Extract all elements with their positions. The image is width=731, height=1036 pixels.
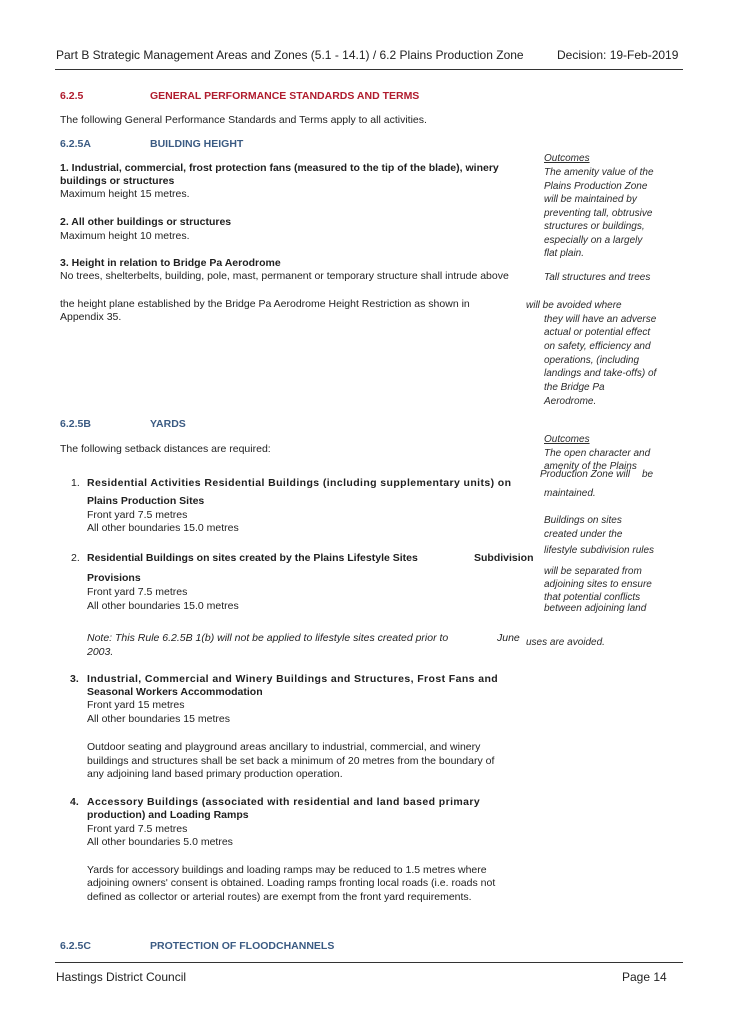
outcome-line: The open character and	[544, 448, 651, 459]
yard-item-title: Plains Production Sites	[87, 495, 205, 507]
yard-value: All other boundaries 15 metres	[87, 713, 230, 725]
header-title: Part B Strategic Management Areas and Zones (5.1 - 14.1) / 6.2 Plains Production Zone	[56, 48, 524, 62]
header-decision: Decision: 19-Feb-2019	[557, 48, 679, 62]
outcome-line: flat plain.	[544, 248, 585, 259]
paragraph-line: adjoining owners' consent is obtained. Loading ramps fronting local roads (i.e. roads not	[87, 877, 496, 889]
subsection-number: 6.2.5B	[60, 418, 91, 430]
list-number: 1.	[71, 477, 80, 489]
note-text: 2003.	[87, 646, 114, 658]
outcome-line: structures or buildings,	[544, 221, 645, 232]
yard-value: All other boundaries 5.0 metres	[87, 836, 233, 848]
rule-heading: 3. Height in relation to Bridge Pa Aerodrome	[60, 257, 281, 269]
outcome-line: actual or potential effect	[544, 327, 651, 338]
rule-heading: buildings or structures	[60, 175, 175, 187]
list-number: 4.	[70, 796, 79, 808]
rule-text: the height plane established by the Bridge Pa Aerodrome Height Restriction as shown in	[60, 298, 470, 310]
subsection-title: YARDS	[150, 418, 186, 430]
yard-value: Front yard 15 metres	[87, 699, 185, 711]
section-intro: The following General Performance Standards and Terms apply to all activities.	[60, 114, 427, 126]
yard-value: Front yard 7.5 metres	[87, 509, 188, 521]
outcome-line: between adjoining land	[544, 603, 647, 614]
yard-value: Front yard 7.5 metres	[87, 823, 188, 835]
outcome-line: created under the	[544, 529, 623, 540]
paragraph-line: Yards for accessory buildings and loading ramps may be reduced to 1.5 metres where	[87, 864, 487, 876]
outcome-line: that potential conflicts	[544, 592, 641, 603]
yard-item-title: Subdivision	[474, 552, 534, 564]
outcome-line: be	[642, 469, 654, 480]
rule-value: Maximum height 15 metres.	[60, 188, 190, 200]
list-number: 2.	[71, 552, 80, 564]
subsection-title: PROTECTION OF FLOODCHANNELS	[150, 940, 335, 952]
rule-heading: 2. All other buildings or structures	[60, 216, 232, 228]
outcomes-heading: Outcomes	[544, 153, 590, 164]
footer-org: Hastings District Council	[56, 970, 187, 984]
outcome-line: Buildings on sites	[544, 515, 622, 526]
outcome-line: Tall structures and trees	[544, 272, 651, 283]
outcome-line: Production Zone will	[540, 469, 631, 480]
yard-item-title: Residential Activities Residential Buildings (including supplementary units) on	[87, 477, 512, 489]
yard-value: All other boundaries 15.0 metres	[87, 522, 239, 534]
outcome-line: will be separated from	[544, 566, 642, 577]
outcome-line: The amenity value of the	[544, 167, 654, 178]
outcome-line: landings and take-offs) of	[544, 368, 657, 379]
note-text: Note: This Rule 6.2.5B 1(b) will not be applied to lifestyle sites created prior to	[87, 632, 449, 644]
outcome-line: will be maintained by	[544, 194, 637, 205]
yard-item-title: production) and Loading Ramps	[87, 809, 249, 821]
paragraph-line: buildings and structures shall be set back a minimum of 20 metres from the boundary of	[87, 755, 495, 767]
outcomes-heading: Outcomes	[544, 434, 590, 445]
list-number: 3.	[70, 673, 79, 685]
paragraph-line: any adjoining land based primary production operation.	[87, 768, 343, 780]
rule-text: No trees, shelterbelts, building, pole, mast, permanent or temporary structure shall intrude above	[60, 270, 509, 282]
subsection-title: BUILDING HEIGHT	[150, 138, 244, 150]
paragraph-line: defined as collector or arterial routes) are exempt from the front yard requirements.	[87, 891, 472, 903]
footer-page: Page 14	[622, 970, 667, 984]
yard-item-title: Provisions	[87, 572, 141, 584]
note-text: June	[497, 632, 520, 644]
yard-item-title: Industrial, Commercial and Winery Buildings and Structures, Frost Fans and	[87, 673, 499, 685]
header-rule	[55, 69, 683, 70]
yard-item-title: Accessory Buildings (associated with residential and land based primary	[87, 796, 481, 808]
yard-value: All other boundaries 15.0 metres	[87, 600, 239, 612]
yard-value: Front yard 7.5 metres	[87, 586, 188, 598]
subsection-number: 6.2.5C	[60, 940, 91, 952]
rule-text: Appendix 35.	[60, 311, 122, 323]
outcome-line: uses are avoided.	[526, 637, 605, 648]
outcome-line: lifestyle subdivision rules	[544, 545, 655, 556]
outcome-line: adjoining sites to ensure	[544, 579, 652, 590]
outcome-line: Aerodrome.	[544, 396, 597, 407]
outcome-line: maintained.	[544, 488, 596, 499]
section-intro: The following setback distances are required:	[60, 443, 271, 455]
outcome-line: will be avoided where	[526, 300, 622, 311]
rule-value: Maximum height 10 metres.	[60, 230, 190, 242]
yard-item-title: Residential Buildings on sites created by the Plains Lifestyle Sites	[87, 552, 418, 564]
yard-item-title: Seasonal Workers Accommodation	[87, 686, 263, 698]
footer-rule	[55, 962, 683, 963]
section-number: 6.2.5	[60, 90, 84, 102]
outcome-line: amenity of the Plains	[544, 461, 637, 472]
outcome-line: they will have an adverse	[544, 314, 657, 325]
subsection-number: 6.2.5A	[60, 138, 91, 150]
outcome-line: especially on a largely	[544, 235, 643, 246]
section-title: GENERAL PERFORMANCE STANDARDS AND TERMS	[150, 90, 420, 102]
outcome-line: on safety, efficiency and	[544, 341, 651, 352]
outcome-line: operations, (including	[544, 355, 640, 366]
outcome-line: preventing tall, obtrusive	[544, 208, 653, 219]
outcome-line: Plains Production Zone	[544, 181, 648, 192]
paragraph-line: Outdoor seating and playground areas ancillary to industrial, commercial, and winery	[87, 741, 481, 753]
outcome-line: the Bridge Pa	[544, 382, 605, 393]
rule-heading: 1. Industrial, commercial, frost protection fans (measured to the tip of the blade), winery	[60, 162, 499, 174]
